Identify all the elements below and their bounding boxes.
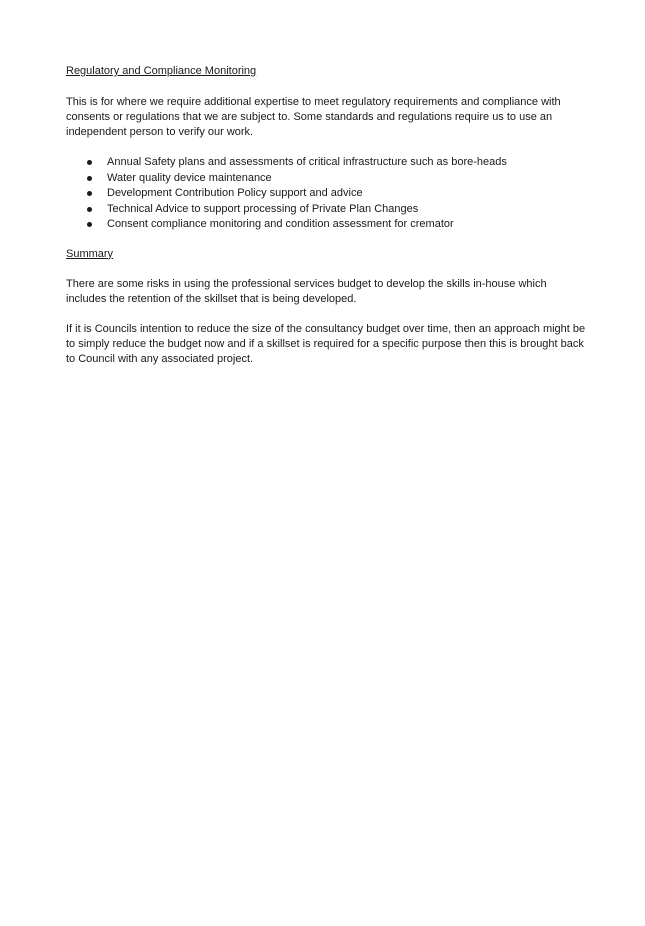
list-item bbox=[66, 217, 586, 233]
document-page bbox=[66, 64, 586, 367]
section-paragraph-regulatory: This is for where we require additional expertise to meet regulatory requirements and compliance with consents or regulations that we are subject to. Some standards and regulations require us to use an independent person to verify our work. bbox=[66, 96, 561, 138]
bullet-list bbox=[66, 155, 586, 233]
list-item bbox=[66, 186, 586, 202]
bullet-icon bbox=[87, 222, 92, 227]
list-item-text: Consent compliance monitoring and condition assessment for cremator bbox=[107, 218, 454, 230]
summary-paragraph-risks: There are some risks in using the professional services budget to develop the skills in-house which includes the retention of the skillset that is being developed. bbox=[66, 277, 547, 305]
section-heading-summary: Summary bbox=[66, 247, 114, 260]
list-item-text: Water quality device maintenance bbox=[107, 171, 272, 184]
bullet-icon bbox=[87, 176, 92, 181]
list-item bbox=[66, 202, 586, 218]
bullet-icon bbox=[87, 207, 92, 212]
list-item-text: Annual Safety plans and assessments of critical infrastructure such as bore-heads bbox=[107, 156, 507, 168]
summary-paragraph-budget: If it is Councils intention to reduce the size of the consultancy budget over time, then an approach might be to simply reduce the budget now and if a skillset is required for a specific purpose then this is brought back to Council with any associated project. bbox=[66, 322, 586, 365]
bullet-icon bbox=[87, 191, 92, 196]
list-item bbox=[66, 155, 586, 171]
section-heading-regulatory: Regulatory and Compliance Monitoring bbox=[66, 65, 257, 77]
list-item-text: Technical Advice to support processing of Private Plan Changes bbox=[107, 202, 419, 215]
bullet-icon bbox=[87, 160, 92, 165]
list-item bbox=[66, 171, 586, 187]
list-item-text: Development Contribution Policy support and advice bbox=[107, 187, 363, 199]
